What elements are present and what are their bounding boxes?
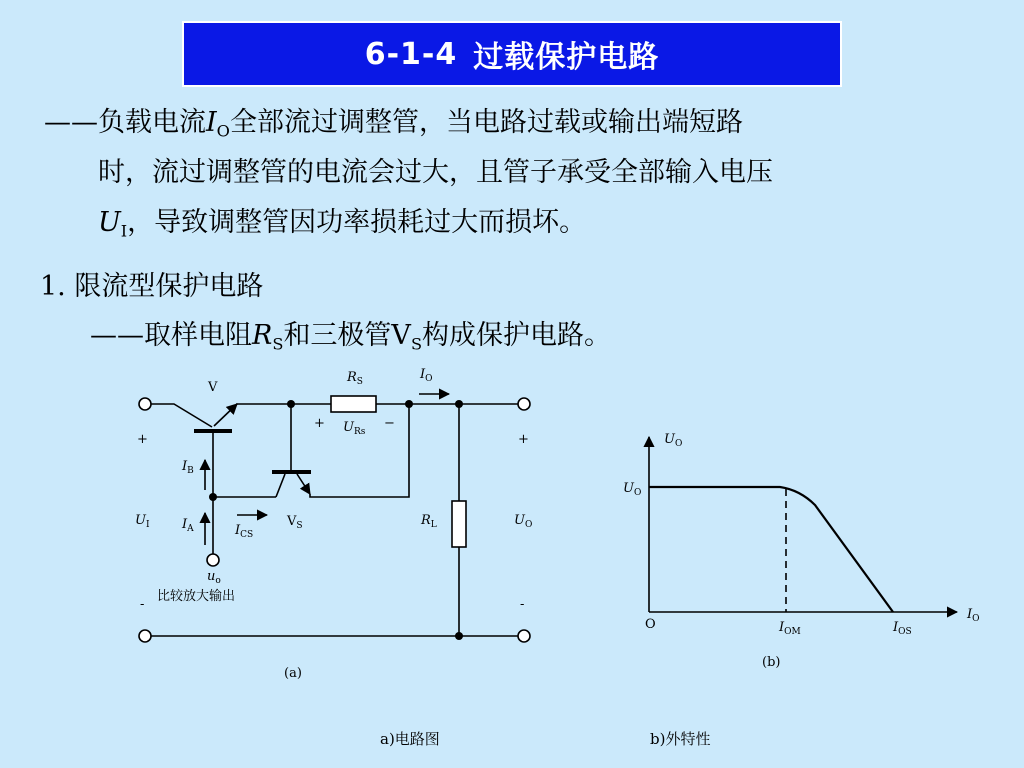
iom-label: $I_{OM}$ <box>779 620 801 637</box>
ios-label: $I_{OS}$ <box>893 620 912 637</box>
origin-label: O <box>645 617 656 632</box>
ics-label: $I_{CS}$ <box>235 523 254 540</box>
section-desc-post: 构成保护电路。 <box>422 320 612 351</box>
ui-symbol: U <box>98 207 121 238</box>
intro-line-2: 时，流过调整管的电流会过大，且管子承受全部输入电压 <box>98 157 773 188</box>
characteristic-plot <box>649 437 957 612</box>
output-terminal-top <box>518 398 530 410</box>
ui-label: $U_I$ <box>135 513 150 530</box>
title-text: 过载保护电路 <box>473 40 660 75</box>
input-minus: - <box>140 597 145 612</box>
io-label: $I_O$ <box>420 367 433 384</box>
caption-a: a)电路图 <box>380 730 440 748</box>
uo-level-label: $U_O$ <box>623 481 642 498</box>
circuit-labels <box>135 367 532 681</box>
urs-label: $U_{Rs}$ <box>343 420 366 437</box>
urs-plus: + <box>314 416 325 431</box>
section-desc-pre: ——取样电阻 <box>90 320 252 351</box>
characteristic-curve <box>649 487 893 612</box>
vs-label: $V_S$ <box>287 514 303 531</box>
output-minus: - <box>520 597 525 612</box>
intro-line-1-post: 全部流过调整管，当电路过载或输出端短路 <box>229 107 743 138</box>
v-collector-lead <box>151 404 212 427</box>
v-emitter-lead <box>214 404 237 426</box>
rl-label: $R_L$ <box>421 513 437 530</box>
characteristic-labels <box>623 432 980 670</box>
rl-resistor <box>452 501 466 547</box>
rs-resistor <box>331 396 376 412</box>
ui-subscript: I <box>120 221 128 241</box>
circuit-caption: (a) <box>284 666 302 681</box>
input-plus: + <box>137 432 148 447</box>
rs-subscript: S <box>272 334 284 354</box>
ib-label: $I_B$ <box>182 459 194 476</box>
io-subscript: O <box>216 121 230 141</box>
vs-subscript: S <box>410 334 423 354</box>
uo-small-label: $u_o$ <box>207 569 221 586</box>
v-label: V <box>208 380 218 395</box>
circuit-diagram <box>139 394 533 642</box>
compare-amp-terminal <box>207 554 219 566</box>
input-terminal-bottom <box>139 630 151 642</box>
x-axis-label: $I_O$ <box>967 607 980 624</box>
section-desc-mid: 和三极管V <box>283 320 411 351</box>
output-plus: + <box>518 432 529 447</box>
rs-symbol: R <box>252 320 273 351</box>
intro-line-1-pre: ——负载电流 <box>44 107 206 138</box>
compare-amp-label: 比较放大输出 <box>157 589 236 604</box>
vs-emitter-lead <box>297 474 310 494</box>
input-terminal-top <box>139 398 151 410</box>
caption-b: b)外特性 <box>650 730 711 748</box>
y-axis-label: $U_O$ <box>664 432 683 449</box>
intro-line-3-post: ，导致调整管因功率损耗过大而损坏。 <box>127 207 587 238</box>
output-terminal-bottom <box>518 630 530 642</box>
section-heading: 1. 限流型保护电路 <box>40 271 264 302</box>
uo-label: $U_O$ <box>514 513 533 530</box>
plot-caption: (b) <box>762 655 781 670</box>
ia-label: $I_A$ <box>182 517 194 534</box>
io-symbol: I <box>206 107 217 138</box>
title-number: 6-1-4 <box>364 36 458 72</box>
vs-collector-lead <box>276 474 285 497</box>
urs-minus: − <box>384 416 395 431</box>
rs-label: $R_S$ <box>347 370 363 387</box>
